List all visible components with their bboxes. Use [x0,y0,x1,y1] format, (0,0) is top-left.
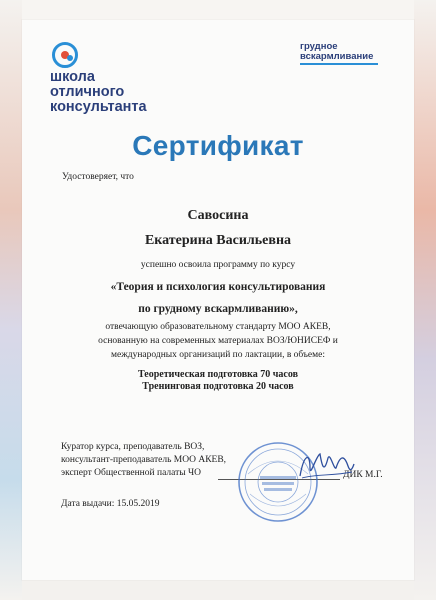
course-title-line-2: по грудному вскармливанию», [138,303,298,315]
brand-line-1: грудное [300,41,338,52]
brand-logo [300,42,378,65]
signatory-name: ДИК М.Г. [343,470,383,480]
conformity-line-1: отвечающую образовательному стандарту МОО АКЕВ, [105,322,331,332]
training-hours: Тренинговая подготовка 20 часов [142,381,294,392]
brand-underline [300,63,378,65]
logo-text [50,70,147,115]
conformity-line-2: основанную на современных материалах ВОЗ/ЮНИСЕФ и [98,336,338,346]
handwritten-signature [296,448,356,482]
certificate-title: Сертификат [132,130,304,161]
logo-line-2: отличного [50,84,125,100]
conformity-line-3: международных организаций по лактации, в объеме: [110,350,326,360]
logo-line-3: консультанта [50,99,147,115]
completed-text: успешно освоила программу по курсу [140,260,296,270]
certifies-text: Удостоверяет, что [62,172,134,182]
issue-date: Дата выдачи: 15.05.2019 [61,499,160,509]
recipient-surname: Савосина [187,208,249,223]
brand-line-2: вскармливание [300,51,374,62]
logo-line-1: школа [50,69,95,85]
signatory-line-3: эксперт Общественной палаты ЧО [61,468,202,478]
logo-mark-icon [52,42,78,68]
course-title-line-1: «Теория и психология консультирования [110,281,326,293]
signatory-line-1: Куратор курса, преподаватель ВОЗ, [61,442,205,452]
recipient-given-names: Екатерина Васильевна [144,233,292,248]
signatory-line-2: консультант-преподаватель МОО АКЕВ, [61,455,227,465]
theory-hours: Теоретическая подготовка 70 часов [137,369,299,380]
